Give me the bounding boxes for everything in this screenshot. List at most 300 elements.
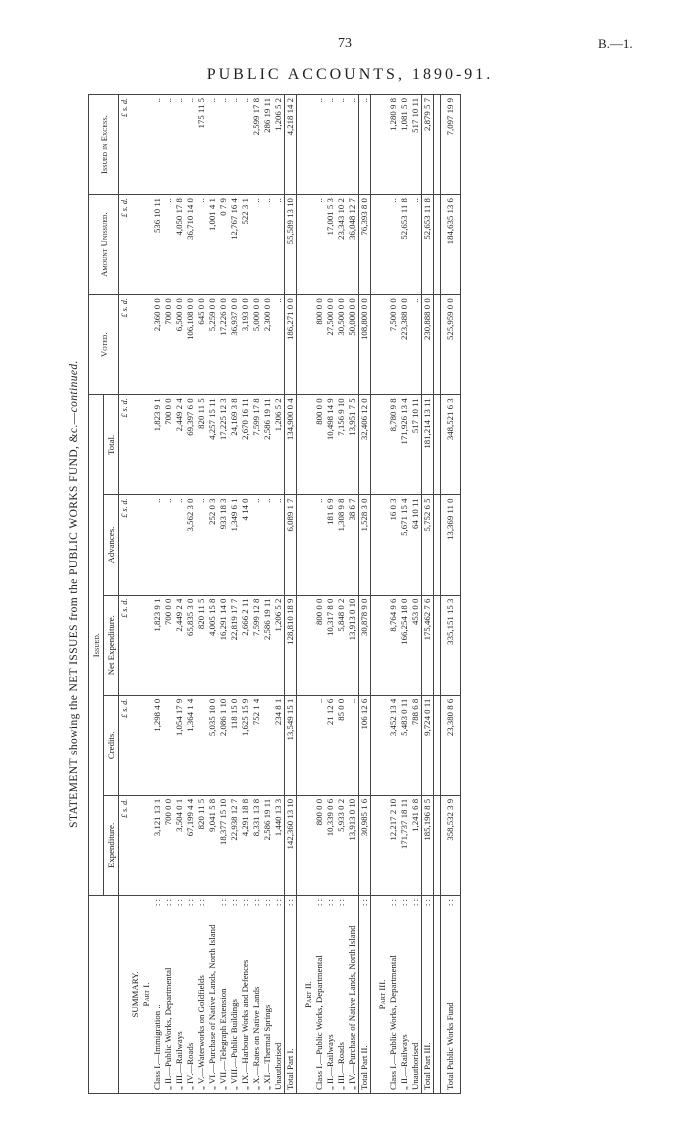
credits-cell: 2,086 1 10 [218,695,229,795]
net-cell: 800 0 0 [314,595,325,695]
units-cell: £ s. d. [119,495,131,595]
table-row [163,95,174,1094]
advances-cell: .. [314,495,325,595]
total-cell: 4,257 15 11 [207,395,218,495]
row-label [410,896,422,1094]
advances-cell: 64 10 11 [410,495,422,595]
units-cell: £ s. d. [119,695,131,795]
total-cell: 7,156 9 10 [336,395,347,495]
voted-cell [303,295,314,395]
leader-dots: : : [240,899,250,907]
excess-cell: 2,879 5 7 [422,95,434,195]
unissued-cell: 76,393 8 0 [359,195,371,295]
row-label [163,896,174,1094]
table-row [314,95,325,1094]
credits-cell: 3,452 13 4 [388,695,399,795]
row-label-text: Part I. [141,982,151,1007]
credits-cell: 23,380 8 6 [441,695,461,795]
total-cell [303,395,314,495]
voted-cell: .. [273,295,285,395]
voted-cell: 106,108 0 0 [185,295,196,395]
net-cell [141,595,152,695]
expenditure-cell: 171,737 18 11 [399,795,410,895]
unissued-cell: .. [163,195,174,295]
unissued-cell: 4,050 17 8 [174,195,185,295]
rotated-statement [68,94,563,1094]
row-label [240,896,251,1094]
advances-cell: 181 6 9 [325,495,336,595]
net-cell: 1,206 5 2 [273,595,285,695]
table-row [207,95,218,1094]
excess-cell: .. [359,95,371,195]
row-label [141,896,152,1094]
expenditure-cell: 3,121 13 1 [152,795,163,895]
row-label-text: „ IV.—Purchase of Native Lands, North Island [347,925,357,1090]
leader-dots: : : [285,899,295,907]
advances-cell: 1,528 3 0 [359,495,371,595]
excess-cell [303,95,314,195]
unissued-cell [303,195,314,295]
credits-cell: 1,054 17 9 [174,695,185,795]
expenditure-cell: 820 11 5 [196,795,207,895]
expenditure-cell: 18,377 15 10 [218,795,229,895]
table-row [388,95,399,1094]
advances-cell: 1,349 6 1 [229,495,240,595]
net-cell [130,595,141,695]
expenditure-cell: 10,339 0 6 [325,795,336,895]
row-label-text: Part II. [303,981,313,1008]
table-row [399,95,410,1094]
leader-dots: : : [325,899,335,907]
excess-cell [377,95,388,195]
net-cell: 700 0 0 [163,595,174,695]
expenditure-cell [377,795,388,895]
voted-cell: 5,000 0 0 [251,295,262,395]
credits-cell: 1,625 15 9 [240,695,251,795]
total-cell: 800 0 0 [314,395,325,495]
spacer-cell [434,695,441,795]
credits-cell: 1,364 1 4 [185,695,196,795]
expenditure-cell: 800 0 0 [314,795,325,895]
row-label [325,896,336,1094]
row-label-text: „ VII.—Telegraph Extension [218,988,228,1090]
row-label [347,896,359,1094]
table-row [251,95,262,1094]
voted-cell: 108,800 0 0 [359,295,371,395]
credits-cell: 5,035 10 0 [207,695,218,795]
spacer-row [434,95,441,1094]
row-label-text: „ III.—Railways [174,1031,184,1090]
statement-title-text: STATEMENT showing the NET ISSUES from the PUBLIC WORKS FUND, &c.— [68,412,80,828]
voted-header: Voted. [89,295,119,395]
expenditure-cell: 700 0 0 [163,795,174,895]
leader-dots: : : [185,899,195,907]
leader-dots: : : [218,899,228,907]
advances-cell: .. [262,495,273,595]
unissued-cell: .. [196,195,207,295]
net-cell: 4,005 15 8 [207,595,218,695]
table-row [240,95,251,1094]
total-cell: 17,225 12 3 [218,395,229,495]
voted-cell [130,295,141,395]
excess-cell: .. [207,95,218,195]
net-cell: 8,764 9 6 [388,595,399,695]
unissued-cell: 536 10 11 [152,195,163,295]
unissued-cell: 0 7 9 [218,195,229,295]
leader-dots: : : [273,899,283,907]
unissued-cell [141,195,152,295]
credits-cell [141,695,152,795]
row-label-text: „ II.—Railways [399,1034,409,1090]
advances-cell: .. [163,495,174,595]
row-label-text: „ II.—Public Works, Departmental [163,967,173,1090]
units-cell: £ s. d. [119,195,131,295]
net-expenditure-header: Net Expenditure. [104,595,119,695]
net-cell: 65,835 3 0 [185,595,196,695]
expenditure-cell: 22,938 12 7 [229,795,240,895]
net-cell [303,595,314,695]
unissued-cell: 52,653 11 8 [399,195,410,295]
voted-cell: 2,360 0 0 [152,295,163,395]
credits-cell [196,695,207,795]
voted-cell: 223,388 0 0 [399,295,410,395]
table-row [273,95,285,1094]
row-label [422,896,434,1094]
voted-cell: 186,271 0 0 [285,295,297,395]
credits-cell: 5,483 0 11 [399,695,410,795]
row-label [285,896,297,1094]
row-label [273,896,285,1094]
spacer-cell [434,395,441,495]
expenditure-cell: 5,933 0 2 [336,795,347,895]
advances-cell: 5,671 15 4 [399,495,410,595]
table-body [119,95,461,1094]
table-row [285,95,297,1094]
voted-cell: 27,500 0 0 [325,295,336,395]
advances-cell [377,495,388,595]
table-row [422,95,434,1094]
leader-dots: : : [410,899,420,907]
net-cell: 16,291 14 0 [218,595,229,695]
voted-cell: 3,193 0 0 [240,295,251,395]
row-label [388,896,399,1094]
net-cell: 1,823 9 1 [152,595,163,695]
units-cell: £ s. d. [119,395,131,495]
credits-header: Credits. [104,695,119,795]
spacer-cell [434,595,441,695]
credits-cell [130,695,141,795]
credits-cell [163,695,174,795]
spacer-cell [434,795,441,895]
table-row [303,95,314,1094]
excess-cell: 1,206 5 2 [273,95,285,195]
advances-cell: 4 14 0 [240,495,251,595]
row-label [130,896,141,1094]
excess-cell: .. [174,95,185,195]
expenditure-cell: 142,360 13 10 [285,795,297,895]
total-cell [377,395,388,495]
total-cell: 1,823 9 1 [152,395,163,495]
row-label-text: Class I.—Public Works, Departmental [314,955,324,1090]
leader-dots: : : [445,899,455,907]
unissued-cell: 184,635 13 6 [441,195,461,295]
row-label-text: „ VIII.—Public Buildings [229,999,239,1090]
voted-cell: 525,959 0 0 [441,295,461,395]
total-cell: 700 0 0 [163,395,174,495]
excess-cell [130,95,141,195]
net-cell: 2,586 19 11 [262,595,273,695]
advances-cell: .. [196,495,207,595]
excess-cell: .. [336,95,347,195]
credits-cell [377,695,388,795]
table-row [377,95,388,1094]
spacer-cell [434,95,441,195]
row-label-text: Total Part II. [359,1045,369,1090]
credits-cell: 234 8 1 [273,695,285,795]
total-cell: 2,670 16 11 [240,395,251,495]
excess-cell: .. [347,95,359,195]
excess-cell: .. [152,95,163,195]
total-cell: 69,397 6 0 [185,395,196,495]
table-row [196,95,207,1094]
credits-cell: 106 12 6 [359,695,371,795]
excess-header: Issued in Excess. [89,95,119,195]
units-cell: £ s. d. [119,295,131,395]
net-cell: 820 11 5 [196,595,207,695]
issued-header: Issued. [89,395,104,896]
credits-cell: 1,298 4 0 [152,695,163,795]
net-cell: 10,317 8 0 [325,595,336,695]
description-header [89,896,119,1094]
excess-cell: .. [240,95,251,195]
expenditure-cell: 9,041 5 8 [207,795,218,895]
net-cell: 7,599 12 8 [251,595,262,695]
advances-cell: 1,308 9 8 [336,495,347,595]
voted-cell: 700 0 0 [163,295,174,395]
row-label [229,896,240,1094]
leader-dots: : : [163,899,173,907]
row-label-text: Class I.—Immigration .. [152,1004,162,1090]
excess-cell: .. [163,95,174,195]
total-cell: 7,599 17 8 [251,395,262,495]
net-cell: 22,819 17 7 [229,595,240,695]
expenditure-cell: 358,532 3 9 [441,795,461,895]
table-row [130,95,141,1094]
advances-header: Advances. [104,495,119,595]
net-cell [377,595,388,695]
total-cell: 8,780 9 8 [388,395,399,495]
voted-cell: 7,500 0 0 [388,295,399,395]
voted-cell: 30,500 0 0 [336,295,347,395]
voted-cell [141,295,152,395]
table-row [359,95,371,1094]
expenditure-cell: 1,440 13 3 [273,795,285,895]
advances-cell: 16 0 3 [388,495,399,595]
row-label [152,896,163,1094]
unissued-cell: .. [262,195,273,295]
units-cell: £ s. d. [119,795,131,895]
expenditure-cell: 12,217 2 10 [388,795,399,895]
advances-cell: .. [174,495,185,595]
credits-cell: 9,724 0 11 [422,695,434,795]
row-label [207,896,218,1094]
total-cell: 2,586 19 11 [262,395,273,495]
table-row [441,95,461,1094]
net-cell: 13,913 0 10 [347,595,359,695]
row-label [262,896,273,1094]
row-label [377,896,388,1094]
expenditure-cell: 4,291 18 8 [240,795,251,895]
expenditure-cell: 1,241 6 8 [410,795,422,895]
row-label-text: Class I.—Public Works, Departmental [388,955,398,1090]
net-cell: 2,666 2 11 [240,595,251,695]
unissued-header: Amount Unissued. [89,195,119,295]
credits-cell: .. [347,695,359,795]
leader-dots: : : [262,899,272,907]
unissued-cell: 52,653 11 8 [422,195,434,295]
table-row [347,95,359,1094]
net-cell: 2,449 2 4 [174,595,185,695]
excess-cell: 7,097 19 9 [441,95,461,195]
row-label-text: „ X.—Rates on Native Lands [251,986,261,1090]
excess-cell: 4,218 14 2 [285,95,297,195]
excess-cell: .. [185,95,196,195]
row-label-text: „ V.—Waterworks on Goldfields [196,975,206,1090]
row-label-text: Total Part III. [422,1042,432,1090]
expenditure-cell [303,795,314,895]
net-cell: 128,810 18 9 [285,595,297,695]
excess-cell: 286 19 11 [262,95,273,195]
statement-title [68,94,80,1094]
credits-cell: 13,549 15 1 [285,695,297,795]
expenditure-cell: 2,586 19 11 [262,795,273,895]
row-label-text: „ XI.—Thermal Springs [262,1004,272,1090]
total-header: Total. [104,395,119,495]
leader-dots: : : [399,899,409,907]
table-row [410,95,422,1094]
table-row [262,95,273,1094]
total-cell: 32,406 12 0 [359,395,371,495]
unissued-cell: .. [251,195,262,295]
excess-cell: 517 10 11 [410,95,422,195]
credits-cell: 21 12 6 [325,695,336,795]
unissued-cell [130,195,141,295]
net-cell: 30,878 9 0 [359,595,371,695]
excess-cell: .. [325,95,336,195]
row-label-text: SUMMARY. [130,971,140,1018]
row-label-text: Unauthorised [273,1042,283,1090]
excess-cell: 175 11 5 [196,95,207,195]
row-label [196,896,207,1094]
leader-dots: : : [251,899,261,907]
total-cell: 24,169 3 8 [229,395,240,495]
page-number: 73 [338,36,352,51]
table-row [141,95,152,1094]
unissued-cell: 36,048 12 7 [347,195,359,295]
voted-cell: 800 0 0 [314,295,325,395]
advances-cell: 6,089 1 7 [285,495,297,595]
credits-cell: 752 1 4 [251,695,262,795]
excess-cell: 1,280 9 8 [388,95,399,195]
table-row [174,95,185,1094]
expenditure-header: Expenditure. [104,795,119,895]
row-label-text: „ III.—Roads [336,1042,346,1090]
units-cell: £ s. d. [119,95,131,195]
spacer-cell [434,896,441,1094]
net-issues-table [88,94,461,1094]
unissued-cell: 55,589 13 10 [285,195,297,295]
total-cell: 171,926 13 4 [399,395,410,495]
table-row [325,95,336,1094]
document-reference: B.—1. [598,36,633,51]
row-label-text: „ II.—Railways [325,1034,335,1090]
expenditure-cell: 8,331 13 8 [251,795,262,895]
advances-cell [303,495,314,595]
row-label [399,896,410,1094]
advances-cell: 5,752 6 5 [422,495,434,595]
row-label-text: „ IX.—Harbour Works and Defences [240,959,250,1090]
advances-cell: 252 0 3 [207,495,218,595]
table-row [336,95,347,1094]
net-cell: 453 0 0 [410,595,422,695]
row-label [441,896,461,1094]
credits-cell: 788 6 8 [410,695,422,795]
row-label [359,896,371,1094]
spacer-cell [434,495,441,595]
net-cell: 5,848 0 2 [336,595,347,695]
spacer-cell [434,295,441,395]
unissued-cell: 17,001 5 3 [325,195,336,295]
net-cell: 175,462 7 6 [422,595,434,695]
excess-cell [141,95,152,195]
voted-cell: 5,259 0 0 [207,295,218,395]
advances-cell: 933 18 3 [218,495,229,595]
leader-dots: : : [196,899,206,907]
statement-title-continued: continued. [68,360,80,413]
row-label-text: Total Part I. [285,1048,295,1090]
expenditure-cell [141,795,152,895]
row-label-text: Unauthorised [410,1042,420,1090]
row-label-text: „ VI.—Purchase of Native Lands, North Island [207,924,217,1090]
total-cell: 1,206 5 2 [273,395,285,495]
excess-cell: 2,599 17 8 [251,95,262,195]
page-heading: PUBLIC ACCOUNTS, 1890-91. [206,66,494,83]
advances-cell: 38 6 7 [347,495,359,595]
expenditure-cell [130,795,141,895]
total-cell: 181,214 13 11 [422,395,434,495]
row-label [174,896,185,1094]
voted-cell: 6,500 0 0 [174,295,185,395]
unissued-cell: .. [410,195,422,295]
row-label [314,896,325,1094]
credits-cell [303,695,314,795]
advances-cell: .. [152,495,163,595]
unissued-cell: 36,710 14 0 [185,195,196,295]
unissued-cell: .. [388,195,399,295]
unissued-cell: .. [314,195,325,295]
advances-cell: .. [251,495,262,595]
credits-cell: 118 15 0 [229,695,240,795]
voted-cell: 2,300 0 0 [262,295,273,395]
voted-cell: .. [410,295,422,395]
voted-cell [377,295,388,395]
advances-cell: 13,369 11 0 [441,495,461,595]
unissued-cell: 23,343 10 2 [336,195,347,295]
credits-cell: 85 0 0 [336,695,347,795]
units-blank [119,896,131,1094]
unissued-cell: .. [273,195,285,295]
table-row [185,95,196,1094]
